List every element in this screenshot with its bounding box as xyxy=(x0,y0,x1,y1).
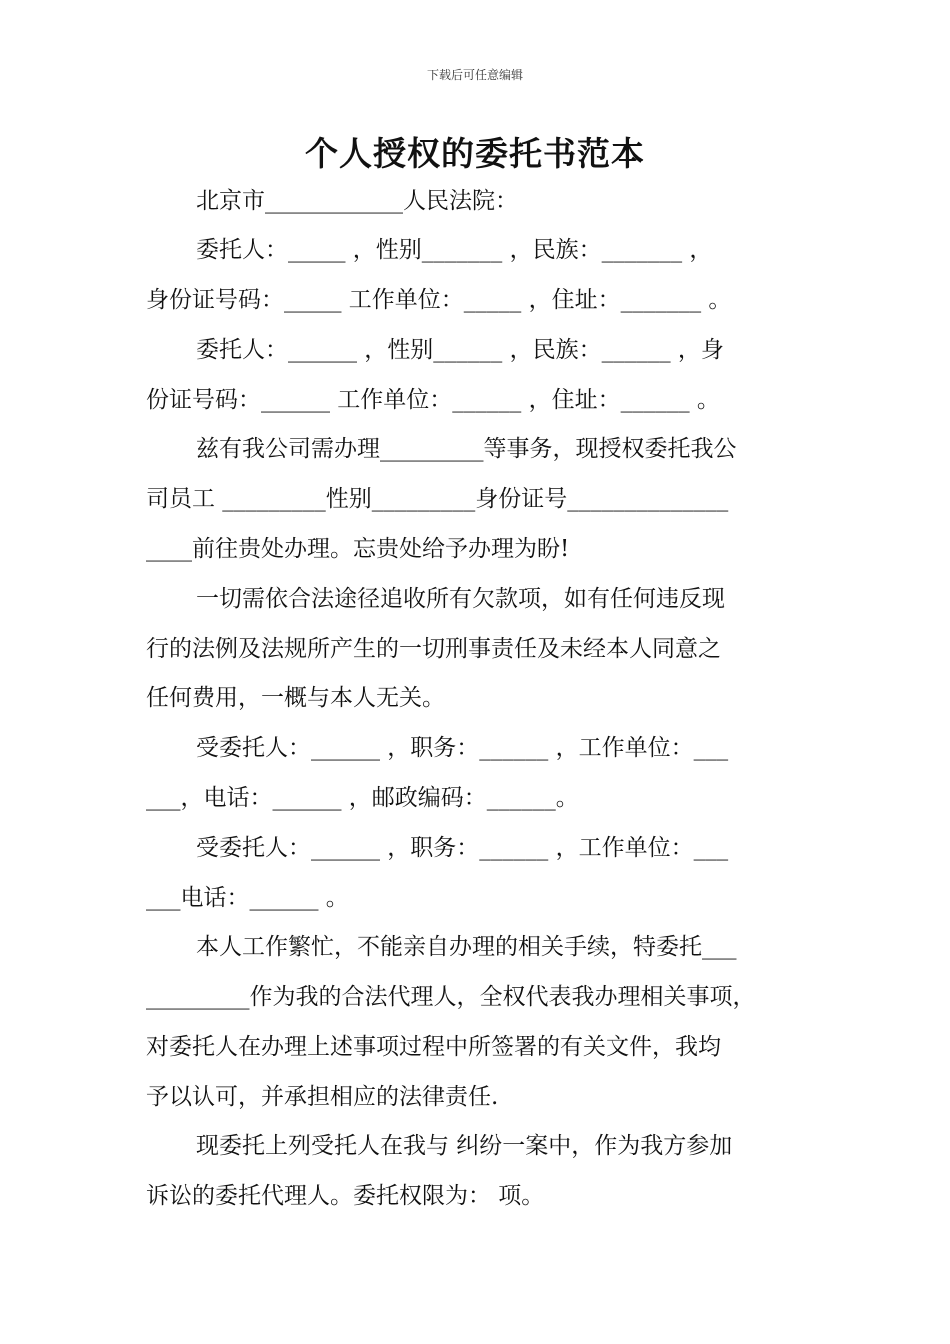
agent-1-line-2: ___，电话：______ ，邮政编码：______。 xyxy=(146,785,579,811)
authorization-line-1: 本人工作繁忙，不能亲自办理的相关手续，特委托___ xyxy=(196,934,737,960)
principal-1-line-1: 委托人：_____ ，性别_______ ，民族：_______ ， xyxy=(196,237,713,263)
liability-line-3: 任何费用，一概与本人无关。 xyxy=(146,685,445,711)
principal-2-line-2: 份证号码：______ 工作单位：______ ，住址：______ 。 xyxy=(146,387,720,413)
authorization-line-2: _________作为我的合法代理人，全权代表我办理相关事项， xyxy=(146,984,756,1010)
document-title: 个人授权的委托书范本 xyxy=(305,134,645,173)
authorization-line-4: 予以认可，并承担相应的法律责任. xyxy=(146,1084,499,1110)
header-note: 下载后可任意编辑 xyxy=(426,68,523,82)
agent-2-line-1: 受委托人：______ ，职务：______ ，工作单位：___ xyxy=(196,835,729,861)
liability-line-1: 一切需依合法途径追收所有欠款项，如有任何违反现 xyxy=(196,586,725,612)
court-address-line: 北京市____________人民法院： xyxy=(196,188,518,214)
agent-1-line-1: 受委托人：______ ，职务：______ ，工作单位：___ xyxy=(196,735,729,761)
agent-2-line-2: ___电话：______ 。 xyxy=(146,885,349,911)
matter-line-3: ____前往贵处办理。忘贵处给予办理为盼! xyxy=(146,536,570,562)
principal-2-line-1: 委托人：______ ，性别______ ，民族：______ ，身 xyxy=(196,337,724,363)
matter-line-1: 兹有我公司需办理_________等事务，现授权委托我公 xyxy=(196,436,737,462)
litigation-line-1: 现委托上列受托人在我与 纠纷一案中，作为我方参加 xyxy=(196,1133,733,1159)
matter-line-2: 司员工 _________性别_________身份证号______________ xyxy=(146,486,729,512)
authorization-line-3: 对委托人在办理上述事项过程中所签署的有关文件，我均 xyxy=(146,1034,721,1060)
principal-1-line-2: 身份证号码：_____ 工作单位：_____ ，住址：_______ 。 xyxy=(146,287,732,313)
litigation-line-2: 诉讼的委托代理人。委托权限为： 项。 xyxy=(146,1183,545,1209)
liability-line-2: 行的法例及法规所产生的一切刑事责任及未经本人同意之 xyxy=(146,636,721,662)
